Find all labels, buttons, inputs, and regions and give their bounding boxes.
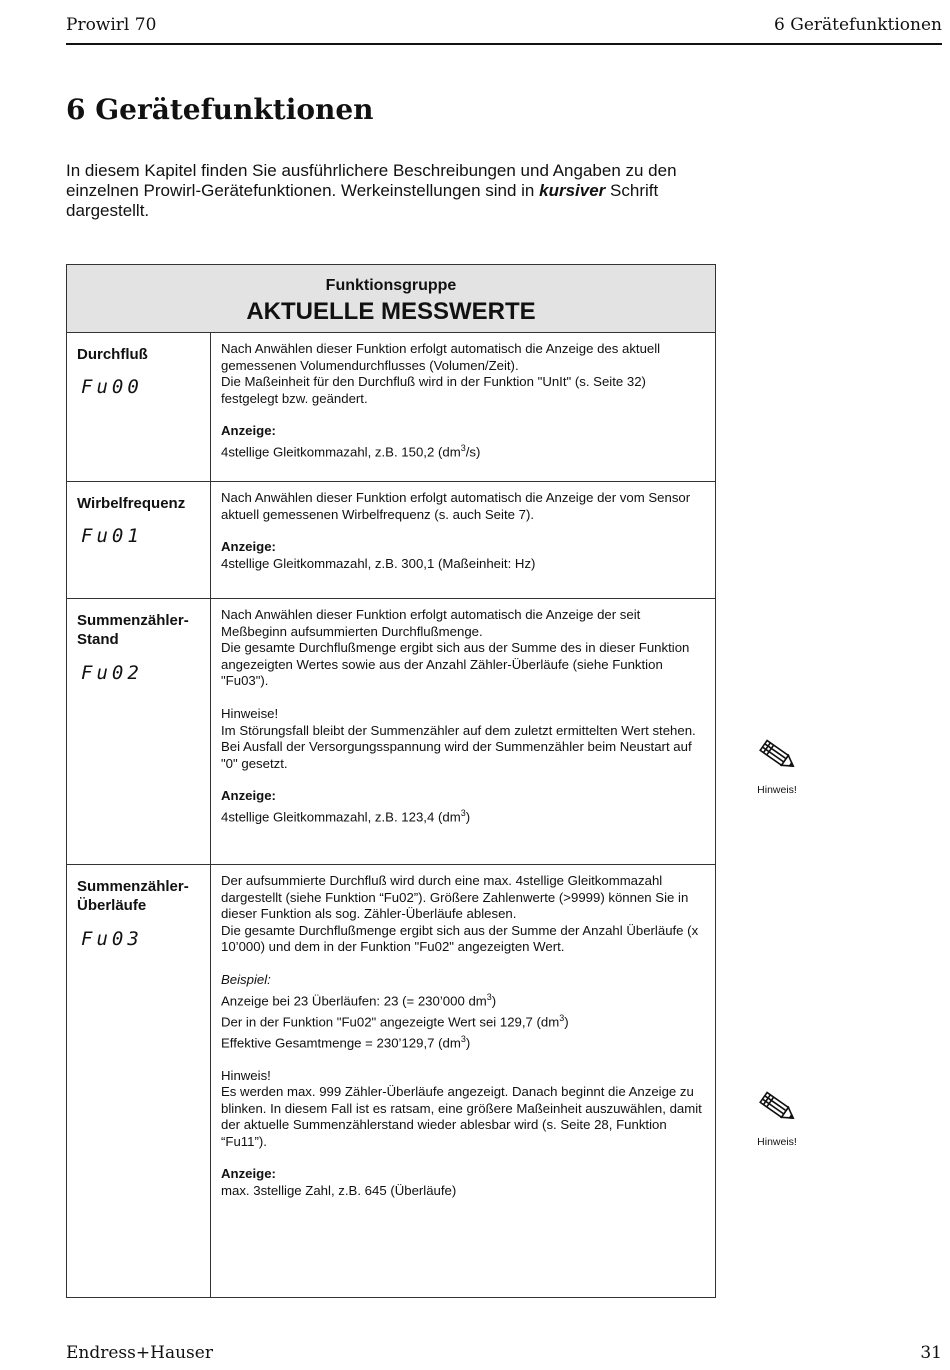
row-code-fu03: Fu03	[81, 928, 143, 950]
display-value: 4stellige Gleitkommazahl, z.B. 300,1 (Maßeinheit: Hz)	[221, 555, 536, 571]
row-code-fu01: Fu01	[81, 525, 143, 547]
intro-text-2: Schrift dargestellt.	[66, 181, 659, 220]
display-label: Anzeige:	[221, 423, 276, 439]
column-divider	[210, 332, 211, 1297]
row-text-durchfluss	[221, 341, 706, 461]
chapter-intro	[66, 161, 706, 221]
footer-brand: Endress+Hauser	[66, 1343, 213, 1363]
row-text-wirbelfrequenz	[221, 490, 706, 572]
note-line: Bei Ausfall der Versorgungsspannung wird der Summenzähler beim Neustart auf "0" gesetzt.	[221, 739, 692, 771]
header-rule	[66, 43, 942, 45]
display-label: Anzeige:	[221, 539, 276, 555]
row-divider	[67, 481, 715, 482]
row-name-summenzaehler-stand: Summenzähler-Stand	[77, 612, 189, 648]
display-label: Anzeige:	[221, 1166, 276, 1182]
chapter-title: 6 Gerätefunktionen	[66, 93, 374, 126]
row-text-summenzaehler-stand	[221, 607, 706, 826]
text-line: Nach Anwählen dieser Funktion erfolgt automatisch die Anzeige der seit Meßbeginn aufsummierten Durchflußmenge.	[221, 607, 641, 639]
note-line: Es werden max. 999 Zähler-Überläufe angezeigt. Danach beginnt die Anzeige zu blinken. In diesem Fall ist es ratsam, eine größere Maßeinheit auszuwählen, damit der aktuelle Summenzählerstand wieder ablesbar wird (s. Seite 28, Funktion “Fu11”).	[221, 1084, 702, 1149]
text-line: Der aufsummierte Durchfluß wird durch eine max. 4stellige Gleitkommazahl dargestellt (siehe Funktion “Fu02”). Größere Zahlenwerte (>9999) können Sie in dieser Funktion als sog. Zähler-Überläufe ablesen.	[221, 873, 689, 922]
example-line: Anzeige bei 23 Überläufen: 23 (= 230’000 $dm^3$)	[221, 991, 497, 1008]
example-label: Beispiel:	[221, 971, 271, 987]
function-table	[66, 264, 716, 1298]
margin-note-1	[752, 735, 802, 796]
page-number: 31	[920, 1343, 942, 1363]
intro-emphasis: kursiver	[539, 181, 606, 200]
text-line: Nach Anwählen dieser Funktion erfolgt automatisch die Anzeige der vom Sensor aktuell gemessenen Wirbelfrequenz (s. auch Seite 7).	[221, 490, 691, 522]
row-name-durchfluss: Durchfluß	[77, 346, 148, 363]
note-line: Im Störungsfall bleibt der Summenzähler auf dem zuletzt ermittelten Wert stehen.	[221, 722, 696, 738]
display-value: 4stellige Gleitkommazahl, z.B. 123,4 $(dm^3)$	[221, 807, 471, 825]
text-line: Die Maßeinheit für den Durchfluß wird in der Funktion "UnIt" (s. Seite 32) festgelegt bzw. geändert.	[221, 374, 646, 406]
display-value: 4stellige Gleitkommazahl, z.B. 150,2 $(dm^3/s)$	[221, 442, 481, 460]
text-line: Die gesamte Durchflußmenge ergibt sich aus der Summe der Anzahl Überläufe (x 10’000) und dem in der Funktion "Fu02" angezeigten Wert.	[221, 922, 699, 955]
row-divider	[67, 864, 715, 865]
note-title: Hinweise!	[221, 705, 279, 721]
header-chapter: 6 Gerätefunktionen	[774, 15, 942, 35]
table-subtitle: Funktionsgruppe	[325, 277, 457, 294]
display-label: Anzeige:	[221, 788, 276, 804]
example-line: Effektive Gesamtmenge = 230’129,7 $(dm^3)$	[221, 1033, 471, 1050]
table-header	[67, 265, 715, 333]
display-value: max. 3stellige Zahl, z.B. 645 (Überläufe)	[221, 1183, 457, 1199]
table-title: AKTUELLE MESSWERTE	[246, 298, 536, 325]
text-line: Die gesamte Durchflußmenge ergibt sich aus der Summe des in dieser Funktion angezeigten Wertes sowie aus der Anzahl Zähler-Überläufe (siehe Funktion "Fu03").	[221, 640, 690, 689]
row-divider	[67, 598, 715, 599]
row-name-summenzaehler-ueberlaeufe: Summenzähler-Überläufe	[77, 878, 189, 914]
pencil-icon	[752, 735, 802, 777]
margin-note-label: Hinweis!	[757, 784, 797, 796]
row-code-fu00: Fu00	[81, 376, 143, 398]
margin-note-2	[752, 1087, 802, 1148]
example-line: Der in der Funktion "Fu02" angezeigte Wert sei 129,7 $(dm^3)$	[221, 1012, 569, 1029]
header-doc-title: Prowirl 70	[66, 15, 157, 35]
intro-text-1: In diesem Kapitel finden Sie ausführlichere Beschreibungen und Angaben zu den einzelnen Prowirl-Gerätefunktionen. Werkeinstellungen sind in	[66, 161, 677, 200]
row-code-fu02: Fu02	[81, 662, 143, 684]
row-text-summenzaehler-ueberlaeufe	[221, 873, 706, 1200]
row-name-wirbelfrequenz: Wirbelfrequenz	[77, 495, 186, 512]
note-title: Hinweis!	[221, 1067, 271, 1083]
margin-note-label: Hinweis!	[757, 1136, 797, 1148]
pencil-icon	[752, 1087, 802, 1129]
text-line: Nach Anwählen dieser Funktion erfolgt automatisch die Anzeige des aktuell gemessenen Volumendurchflusses (Volumen/Zeit).	[221, 341, 661, 373]
